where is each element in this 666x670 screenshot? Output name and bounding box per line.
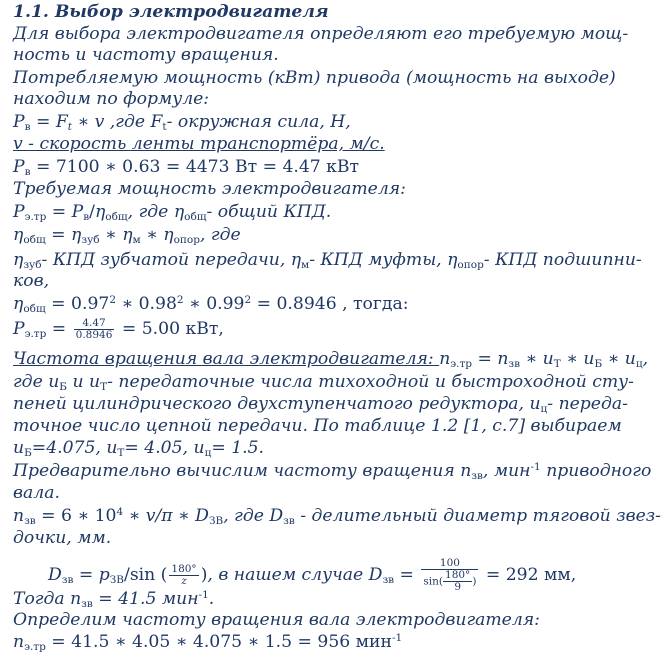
- fraction: $\frac{180^\circ}{z}$: [171, 563, 197, 587]
- text-line: Требуемая мощность электродвигателя:: [13, 179, 406, 199]
- formula-text: - окружная сила, Н,: [166, 112, 351, 132]
- formula-required-power: $P_{э.тр} = P_в/\eta_{общ}$, где $\eta_{общ}-$ общий КПД.: [13, 202, 332, 223]
- fraction: $\frac{4.47}{0.8946}$: [75, 317, 113, 341]
- fraction: 100 sin( $\frac{180^\circ}{9}$ ): [423, 557, 477, 593]
- formula-speed: Частота вращения вала электродвигателя: $n_{э.тр} = n_{зв}$ ∗ $u_Т$ ∗ $u_Б$ ∗ $u_ц$,: [13, 349, 649, 370]
- text-line-ratios: где $u_Б$ и $u_Т-$ передаточные числа тихоходной и быстроходной сту-: [13, 372, 634, 393]
- section-heading: 1.1. Выбор электродвигателя: [13, 2, 329, 22]
- formula-text: - общий КПД.: [206, 202, 332, 222]
- text-line: находим по формуле:: [13, 89, 210, 109]
- text-line: дочки, мм.: [13, 528, 112, 548]
- formula-power-value: $P_в = 7100$ ∗ 0.63 = 4473 Вт = 4.47 кВт: [13, 157, 360, 178]
- text-line: Определим частоту вращения вала электродвигателя:: [13, 610, 540, 630]
- formula-required-power-value: $P_{э.тр}$ = $\frac{4.47}{0.8946}$ = 5.00 кВт,: [13, 317, 224, 341]
- formula-eq: = 7100 ∗ 0.63 = 4473 Вт = 4.47 кВт: [30, 157, 360, 177]
- text-line: v - скорость ленты транспортёра, м/с.: [13, 134, 385, 154]
- text-line: Для выбора электродвигателя определяют его требуемую мощ-: [13, 24, 629, 44]
- text-line-efficiency-defs: $\eta_{зуб}-$ КПД зубчатой передачи, $\eta_м-$ КПД муфты, $\eta_{опор}-$ КПД подшипни-: [13, 250, 642, 271]
- text-line: Потребляемую мощность (кВт) привода (мощность на выходе): [13, 68, 616, 88]
- text-line: ность и частоту вращения.: [13, 45, 279, 65]
- text-line-ratio-values: $u_Б=4.075$, $u_Т= 4.05$, $u_ц= 1.5$.: [13, 438, 264, 459]
- formula-motor-speed: $n_{э.тр} = 41.5$ ∗ 4.05 ∗ 4.075 ∗ 1.5 = 956 мин$^{-1}$: [13, 632, 403, 653]
- text-line-reducer: пеней цилиндрического двухступенчатого редуктора, $u_ц-$ переда-: [13, 394, 628, 415]
- formula-efficiency-value: $\eta_{общ} = 0.97^2$ ∗ 0.98$^2$ ∗ $0.99^2 = 0.8946$ , тогда:: [13, 294, 409, 315]
- formula-sprocket-speed: $n_{зв} = 6$ ∗ $10^4$ ∗ v/π ∗ $D_{ЗВ}$, где $D_{зв}$ - делительный диаметр тяговой звез-: [13, 506, 661, 527]
- formula-text: где η: [133, 202, 185, 222]
- text-line: ков,: [13, 271, 50, 291]
- formula-text: где: [205, 225, 241, 245]
- formula-power: $P_в = F_t$ ∗ v ,где $F_t-$ окружная сила, Н,: [13, 112, 351, 133]
- text-line: вала.: [13, 483, 60, 503]
- text-line-speed-prelim: Предварительно вычислим частоту вращения $n_{зв}$, мин$^{-1}$ приводного: [13, 461, 652, 482]
- text-line: точное число цепной передачи. По таблице 1.2 [1, с.7] выбираем: [13, 416, 622, 436]
- formula-text: ,где F: [104, 112, 163, 132]
- formula-sprocket-diameter: $D_{зв} = p_{ЗВ}/\sin$ ( $\frac{180^\circ}{z}$ ), в нашем случае $D_{зв}$ = 100 sin( $\frac{180^\circ}{9}$ ) = 292 мм,: [48, 557, 577, 593]
- text-line-then: Тогда $n_{зв} = 41.5$ мин$^{-1}$.: [13, 589, 215, 610]
- formula-efficiency: $\eta_{общ} = \eta_{зуб}$ ∗ $\eta_м$ ∗ $\eta_{опор}$, где: [13, 225, 241, 246]
